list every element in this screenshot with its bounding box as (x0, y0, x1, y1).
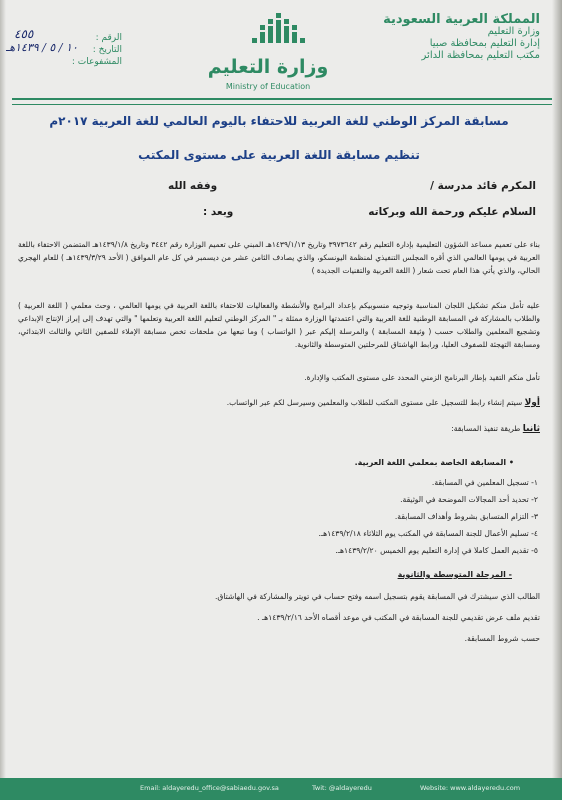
item-first (18, 396, 540, 410)
header-rule (12, 98, 552, 100)
addressee: المكرم قائد مدرسة / (430, 180, 536, 192)
paragraph-reference: بناء على تعميم مساعد الشؤون التعليمية بإدارة التعليم رقم ٣٩٧٣٦٤٢ وتاريخ ١٤٣٩/١/١٣هـ المبني على تعميم الوزارة رقم ٣٤٤٢ وتاريخ ١٤٣٩/١/٨هـ المتضمن الاحتفاء باللغة العربية في يومها العالمي الذي أقره المجلس التنفيذي لمنظمة اليونسكو، والذي يصادف الثامن عشر من ديسمبر في كل عام الموافق ( الأحد ١٤٣٩/٣/٢٩هـ ) للعام الهجري الحالي، والذي يأتي هذا العام تحت شعار ( اللغة العربية والتقنيات الجديدة ) (18, 240, 540, 275)
stage-line: الطالب الذي سيشترك في المسابقة يقوم بتسجيل اسمه وفتح حساب في تويتر والمشاركة في الهاشتاق. (215, 592, 540, 601)
teachers-heading (18, 458, 514, 467)
number-label: الرقم : (95, 33, 122, 43)
page-shadow-right (552, 0, 562, 800)
list-item: ٤- تسليم الأعمال للجنة المسابقة في المكتب يوم الثلاثاء ١٤٣٩/٢/١٨هـ. (318, 529, 538, 538)
date-value: ١٠ / ٥ / ١٤٣٩هـ (6, 41, 78, 54)
list-item: ٣- التزام المتسابق بشروط وأهداف المسابقة. (394, 512, 538, 521)
list-item: ١- تسجيل المعلمين في المسابقة. (431, 478, 538, 487)
logo-arabic-name: وزارة التعليم (207, 56, 329, 78)
footer-twitter: Twit: @aldayeredu (312, 784, 372, 792)
letter-body (18, 112, 540, 644)
teachers-heading-text: المسابقة الخاصة بمعلمي اللغة العربية. (354, 458, 507, 467)
letter-subtitle: تنظيم مسابقة اللغة العربية على مستوى المكتب (138, 148, 420, 162)
list-item: ٢- تحديد أحد المجالات الموضحة في الوثيقة. (400, 495, 538, 504)
logo-english-name: Ministry of Education (225, 82, 311, 91)
page-shadow-left (0, 0, 6, 800)
footer-bar (0, 778, 562, 800)
stage-line: حسب شروط المسابقة. (464, 634, 540, 643)
date-label: التاريخ : (92, 45, 122, 55)
second-label: ثانيا (522, 424, 540, 434)
attachments-label: المشفوعات : (71, 57, 122, 67)
first-label: أولا (524, 398, 540, 408)
letterhead (0, 0, 562, 100)
department-line: إدارة التعليم بمحافظة صبيا (429, 38, 540, 49)
kingdom-line: المملكة العربية السعودية (383, 12, 540, 27)
reference-block (6, 27, 122, 68)
greeting: السلام عليكم ورحمة الله وبركاته (368, 206, 536, 218)
ministry-logo (190, 12, 340, 94)
office-line: مكتب التعليم بمحافظة الدائر (421, 50, 540, 61)
greeting-row (18, 206, 540, 224)
paragraph-request: عليه تأمل منكم تشكيل اللجان المناسبة وتوجيه منسوبيكم بإعداد البرامج والأنشطة والفعاليات للاحتفاء باللغة العربية في يومها العالمي ، وحث معلمي ( اللغة العربية ) والطلاب بالمشاركة في المسابقة الوطنية للغة العربية والتي اعتمدتها الوزارة ممثلة بـ " المركز الوطني لتعليم اللغة العربية وتعلمها " والتي تهدف إلى إبراز الإنتاج الإبداعي وتشجيع المعلمين والطلاب حسب ( وثيقة المسابقة ) والمرسلة إليكم عبر ( الواتساب ) وما تبعها من ملحقات تخص مسابقة الإملاء للصفين الثاني والثالث الابتدائي، ومسابقة التهجئة للصفوف العليا، ورابط الهاشتاق للمرحلتين المتوسطة والثانوية. (18, 301, 540, 349)
first-text: سيتم إنشاء رابط للتسجيل على مستوى المكتب للطلاب والمعلمين وسيرسل لكم عبر الواتساب. (226, 398, 525, 407)
footer-email: Email: aldayeredu_office@sabiaedu.gov.sa (140, 784, 279, 792)
header-rule-thin (12, 104, 552, 105)
footer-website: Website: www.aldayeredu.com (420, 784, 521, 792)
stage-heading: - المرحلة المتوسطة والثانوية (397, 570, 512, 579)
number-value: ٤٥٥ (14, 27, 34, 41)
blessing: وفقه الله (168, 180, 218, 192)
ministry-line: وزارة التعليم (487, 26, 540, 37)
ministry-logo-icon (250, 12, 310, 52)
addressee-row (18, 180, 540, 198)
paragraph-timeline: تأمل منكم التقيد بإطار البرنامج الزمني المحدد على مستوى المكتب والإدارة. (304, 373, 540, 382)
stage-line: تقديم ملف عرض تقديمي للجنة المسابقة في المكتب في موعد أقصاه الأحد ١٤٣٩/٢/١٦هـ . (257, 613, 540, 622)
second-text: طريقة تنفيذ المسابقة: (451, 424, 523, 433)
wabad: وبعد : (203, 206, 234, 218)
bullet-icon: • (506, 458, 514, 467)
letter-title: مسابقة المركز الوطني للغة العربية للاحتفاء باليوم العالمي للغة العربية ٢٠١٧م (49, 114, 509, 128)
teacher-steps (18, 477, 538, 556)
letterhead-ministry-block (340, 14, 540, 62)
stage-notes (18, 591, 540, 644)
item-second (18, 422, 540, 436)
list-item: ٥- تقديم العمل كاملا في إدارة التعليم يوم الخميس ١٤٣٩/٢/٢٠هـ. (335, 546, 538, 555)
